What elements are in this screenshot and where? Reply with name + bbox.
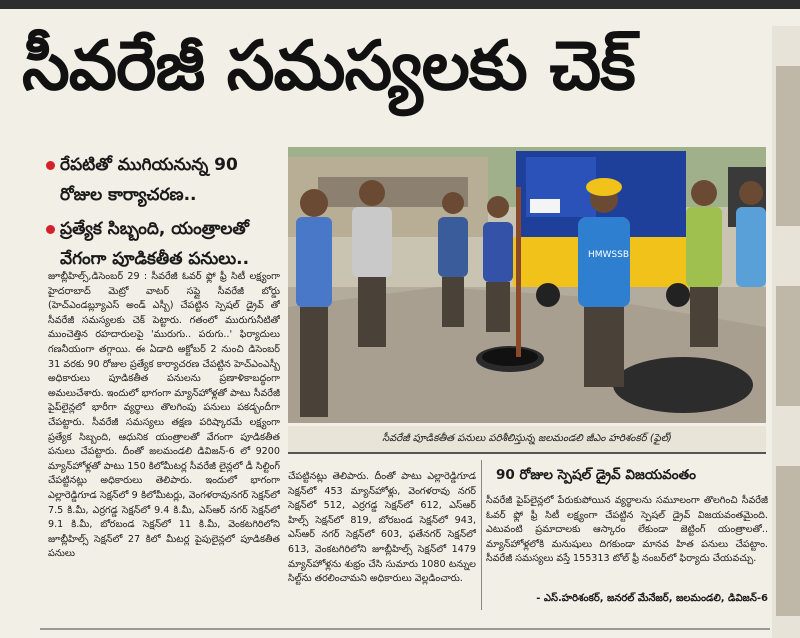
- article-column-3: సీవరేజీ పైప్‌లైన్లలో పేరుకుపోయిన వ్యర్థాలను సమూలంగా తొలగించి సీవరేజీ ఓవర్ ఫ్లో ఫ్రీ సిటీ లక్ష్యంగా చేపట్టిన స్పెషల్ డ్రైవ్ విజయవంతమైంది. ఎటువంటి ప్రమాదాలకు ఆస్కారం లేకుండా జెట్టింగ్ యంత్రాలతో.. మ్యాన్‌హోళ్లలోకి మనుషులు దిగకుండా మానవ హిత పనులు చేపట్టాం. సీవరేజీ సమస్యలు వస్తే 155313 టోల్ ఫ్రీ నంబర్‌లో ఫిర్యాదు చేయవచ్చు.: [486, 495, 768, 565]
- article-column-1: జూబ్లీహిల్స్,డిసెంబర్ 29 : సీవరేజీ ఓవర్ ఫ్లో ఫ్రీ సిటీ లక్ష్యంగా హైదరాబాద్ మెట్రో వాటర్ సప్లై సీవరేజీ బోర్డు (హెచ్ఎండబ్ల్యూఎస్ అండ్ ఎస్బీ) చేపట్టిన స్పెషల్ డ్రైవ్ తో సీవరేజీ సమస్యలకు చెక్ పెట్టారు. గతంలో మురుగునీటితో ముంచెత్తిన రహదారులపై 'మురుగు.. పరుగు..' ఫిర్యాదులు గణనీయంగా తగ్గాయి. ఈ ఏడాది అక్టోబర్ 2 నుంచి డిసెంబర్ 31 వరకు 90 రోజుల ప్రత్యేక కార్యాచరణ చేపట్టిన హెచ్ఎంఎస్బీ అధికారులు పూడికతీత పనులను ప్రణాళికాబద్ధంగా అమలుచేశారు. ఇందులో భాగంగా మ్యాన్‌హోళ్లతో పాటు సీవరేజీ పైప్‌లైన్లలో భారీగా వ్యర్థాలు తొలగింపు పనులు పకడ్బందీగా చేపట్టారు. సీవరేజీ సమస్యలు తక్షణ పరిష్కారమే లక్ష్యంగా ప్రత్యేక సిబ్బంది, ఆధునిక యంత్రాలతో వేగంగా పూడికతీత పనులు చేపట్టారు. దీంతో జలమండలి డివిజన్-6 లో 9200 మ్యాన్‌హోళ్లతో పాటు 150 కిలోమీటర్ల సీవరేజీ లైన్లలో డీ సిల్టింగ్ చేపట్టినట్లు అధికారులు తెలిపారు. ఇందులో భాగంగా ఎల్లారెడ్డిగూడ సెక్షన్‌లో 9 కిలోమీటర్లు, వెంగళరావునగర్ సెక్షన్‌లో 7.5 కి.మీ, ఎర్రగడ్డ సెక్షన్‌లో 9.4 కి.మీ, ఎస్ఆర్ నగర్ సెక్షన్‌లో 9.1 కి.మీ, బోరబండ సెక్షన్‌లో 11 కి.మీ, వెంకటగిరిలోని జూబ్లీహిల్స్ సెక్షన్‌లో 27 కిలో మీటర్ల పైపులైన్లలో పూడికతీత పనులు: [48, 271, 280, 560]
- bullet-2: ప్రత్యేక సిబ్బంది, యంత్రాలతో వేగంగా పూడికతీత పనులు..: [46, 214, 278, 274]
- top-border-bar: [0, 0, 800, 9]
- news-photo: [288, 147, 766, 423]
- adjacent-page-edge: [772, 26, 800, 638]
- highlight-bullets: [46, 150, 278, 278]
- photo-caption: సీవరేజీ పూడికతీత పనులు పరిశీలిస్తున్న జలమండలి జీఎం హరిశంకర్ (ఫైల్): [288, 426, 766, 454]
- signature: - ఎస్.హరిశంకర్, జనరల్ మేనేజర్, జలమండలి, డివిజన్-6: [536, 593, 768, 604]
- bottom-rule: [40, 628, 770, 630]
- headline: సీవరేజీ సమస్యలకు చెక్: [22, 26, 635, 106]
- column-divider: [481, 460, 482, 610]
- photo-illustration: [288, 147, 766, 423]
- bullet-1: రేపటితో ముగియనున్న 90 రోజుల కార్యాచరణ..: [46, 150, 278, 210]
- vehicle-label: HMWSSB: [588, 250, 630, 260]
- article-column-2: చేపట్టినట్లు తెలిపారు. దీంతో పాటు ఎల్లారెడ్డిగూడ సెక్షన్‌లో 453 మ్యాన్‌హోళ్లు, వెంగళరావు నగర్ సెక్షన్‌లో 512, ఎర్రగడ్డ సెక్షన్‌లో 612, ఎస్ఆర్ హిల్స్ సెక్షన్‌లో 819, బోరబండ సెక్షన్‌లో 943, ఎస్ఆర్ నగర్ సెక్షన్‌లో 603, ఫతేనగర్ సెక్షన్‌లో 613, వెంకటగిరిలోని జూబ్లీహిల్స్ సెక్షన్‌లో 1479 మ్యాన్‌హోళ్లను శుభ్రం చేసి సుమారు 1080 టన్నుల సిల్ట్‌ను తరలించామని అధికారులు వెల్లడించారు.: [288, 471, 476, 585]
- subheading: 90 రోజుల స్పెషల్ డ్రైవ్ విజయవంతం: [496, 467, 696, 483]
